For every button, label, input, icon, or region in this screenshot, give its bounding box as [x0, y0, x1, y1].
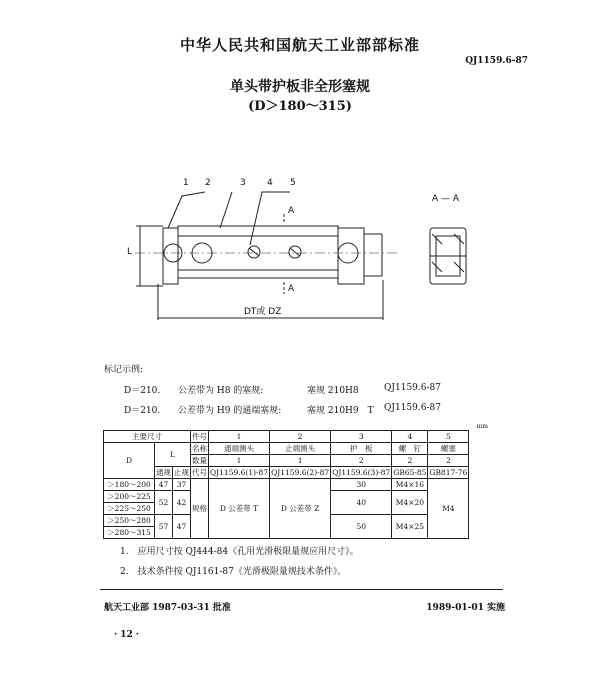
marking-desc: 公差带为 H8 的塞规:: [178, 386, 264, 396]
callout-4: 4: [267, 178, 273, 188]
screw-spec: M4×16: [392, 479, 428, 491]
guard-spec: 50: [331, 515, 392, 539]
callout-2: 2: [205, 178, 211, 188]
marking-code: QJ1159.6-87: [384, 403, 441, 413]
range-cell: ＞280～315: [104, 527, 155, 539]
issuer: 航天工业部 1987-03-31 批准: [104, 603, 231, 613]
screw-spec: M4×25: [392, 515, 428, 539]
part-name: 螺塞: [428, 443, 469, 455]
L-nogo: 37: [173, 479, 191, 491]
part-code: GB817-76: [429, 468, 468, 477]
part-name: 护 板: [331, 443, 392, 455]
marking-name: 塞规 210H8: [307, 386, 359, 396]
range-cell: ＞200～225: [104, 491, 155, 503]
plug-spec: M4: [428, 479, 469, 539]
marking-code: QJ1159.6-87: [384, 383, 441, 393]
effective-date: 1989-01-01 实施: [426, 603, 505, 613]
part-qty: 2: [331, 455, 392, 467]
part-no: 2: [270, 431, 331, 443]
note-1: 1. 应用尺寸按 QJ444-84《孔用光滑极限量规应用尺寸》。: [120, 547, 359, 557]
parts-table: [103, 430, 469, 539]
section-view-label: A — A: [432, 194, 460, 204]
marking-d: D＝210.: [124, 406, 161, 416]
page-number: · 12 ·: [114, 630, 140, 640]
range-cell: ＞180～200: [104, 479, 155, 491]
spec-go: D 公差带 T: [209, 479, 270, 539]
L-go-header: 通规: [156, 468, 171, 477]
dimension-D: DT或 DZ: [244, 307, 282, 317]
standard-code: QJ1159.6-87: [465, 56, 528, 66]
seq-label: 件号: [192, 432, 207, 441]
L-go: 52: [155, 491, 173, 515]
marking-name: 塞规 210H9 T: [307, 406, 374, 416]
qty-label: 数量: [192, 456, 207, 465]
part-code: QJ1159.6(2)-87: [271, 468, 330, 477]
L-nogo: 47: [173, 515, 191, 539]
section-mark-top: A: [288, 206, 295, 216]
part-name: 螺 钉: [392, 443, 428, 455]
col-L-header: L: [155, 443, 191, 467]
name-label: 名称: [192, 444, 207, 453]
unit-label: mm: [476, 423, 488, 430]
spec-nogo: D 公差带 Z: [270, 479, 331, 539]
part-no: 3: [331, 431, 392, 443]
spec-label: 规格: [191, 479, 209, 539]
guard-spec: 40: [331, 491, 392, 515]
callout-5: 5: [290, 178, 296, 188]
guard-spec: 30: [331, 479, 392, 491]
L-go: 47: [155, 479, 173, 491]
L-go: 57: [155, 515, 173, 539]
document-title: 单头带护板非全形塞规: [230, 79, 370, 95]
left-end-cap: [163, 228, 178, 284]
part-no: 4: [392, 431, 428, 443]
part-name: 通端测头: [209, 443, 270, 455]
part-qty: 1: [270, 455, 331, 467]
marking-title: 标记示例:: [104, 365, 144, 375]
screw-spec: M4×20: [392, 491, 428, 515]
part-no: 5: [428, 431, 469, 443]
right-end-cap: [338, 228, 364, 284]
marking-desc: 公差带为 H9 的通端塞规:: [178, 406, 282, 416]
range-cell: ＞225～250: [104, 503, 155, 515]
note-2: 2. 技术条件按 QJ1161-87《光滑极限量规技术条件》。: [120, 567, 347, 577]
marking-d: D＝210.: [124, 386, 161, 396]
part-name: 止端测头: [270, 443, 331, 455]
callout-3: 3: [240, 178, 246, 188]
part-code: GB65-85: [393, 468, 427, 477]
standard-title: 中华人民共和国航天工业部部标准: [179, 36, 420, 54]
part-qty: 1: [209, 455, 270, 467]
part-no: 1: [209, 431, 270, 443]
part-qty: 2: [428, 455, 469, 467]
document-subtitle: (D＞180～315): [248, 99, 352, 114]
code-label: 代号: [192, 468, 207, 477]
part-code: QJ1159.6(1)-87: [210, 468, 269, 477]
range-cell: ＞250～280: [104, 515, 155, 527]
callout-1: 1: [183, 178, 189, 188]
dimension-L: L: [127, 247, 133, 257]
section-mark-bottom: A: [288, 284, 295, 294]
part-qty: 2: [392, 455, 428, 467]
main-dim-header: 主要尺寸: [104, 431, 191, 443]
col-D-header: D: [104, 443, 155, 479]
part-code: QJ1159.6(3)-87: [332, 468, 391, 477]
footer-rule: [100, 589, 503, 590]
L-nogo: 42: [173, 491, 191, 515]
L-nogo-header: 止规: [174, 468, 189, 477]
